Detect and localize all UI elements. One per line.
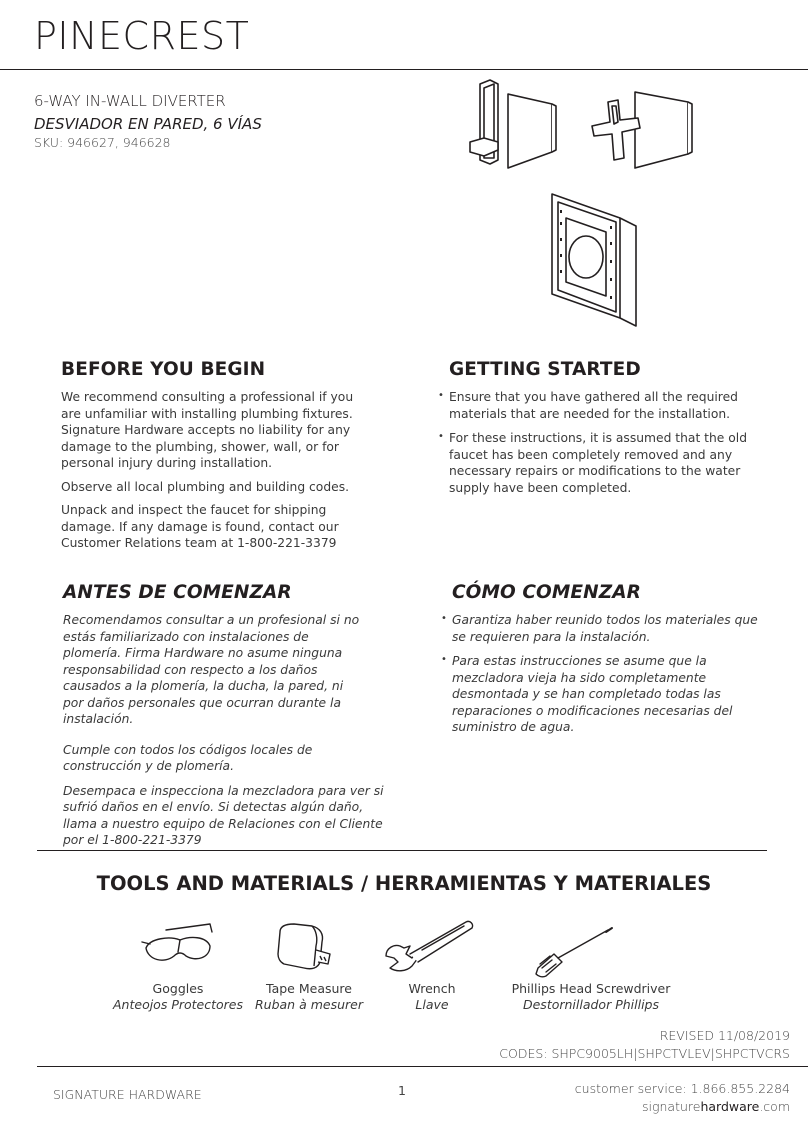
tool-label-es-screwdriver: Destornillador Phillips bbox=[522, 997, 659, 1012]
list-item: • For these instructions, it is assumed that the old faucet has been completely removed and any necessary repairs or modifications to the water supply have been completed. bbox=[436, 430, 772, 496]
antes-paragraph-3: Desempaca e inspecciona la mezcladora para ver si sufrió daños en el envío. Si detectas algún daño, llama a nuestro equipo de Relaciones con el Cliente por el 1-800-221-3379 bbox=[63, 783, 384, 847]
screwdriver-icon bbox=[532, 924, 616, 980]
goggles-icon bbox=[140, 918, 216, 968]
tool-label-tape-measure: Tape Measure bbox=[266, 981, 352, 996]
product-title-es: DESVIADOR EN PARED, 6 VÍAS bbox=[34, 115, 262, 133]
before-paragraph-2: Observe all local plumbing and building codes. bbox=[61, 479, 350, 494]
como-list bbox=[439, 612, 759, 744]
product-title: 6-WAY IN-WALL DIVERTER bbox=[34, 92, 226, 110]
tool-label-screwdriver: Phillips Head Screwdriver bbox=[511, 981, 671, 996]
antes-section bbox=[63, 612, 384, 849]
customer-service: customer service: 1.866.855.2284 bbox=[574, 1081, 790, 1096]
brand-title: PINECREST bbox=[34, 14, 250, 58]
footer-company: SIGNATURE HARDWARE bbox=[53, 1087, 202, 1102]
antes-heading: ANTES DE COMENZAR bbox=[63, 582, 292, 603]
tool-label-es-wrench: Llave bbox=[415, 997, 449, 1012]
getting-started-heading: GETTING STARTED bbox=[449, 359, 641, 380]
page-number: 1 bbox=[398, 1083, 406, 1098]
website-suffix: .com bbox=[759, 1099, 790, 1114]
list-item: • Garantiza haber reunido todos los materiales que se requieren para la instalación. bbox=[439, 612, 759, 645]
footer-divider bbox=[37, 1066, 808, 1067]
website-prefix: signature bbox=[642, 1099, 701, 1114]
handle-illustration bbox=[460, 76, 700, 176]
getting-started-list bbox=[436, 389, 772, 504]
list-item: • Para estas instrucciones se asume que la mezcladora vieja ha sido completamente desmontada y se han completado todas las reparaciones o modificaciones necesarias del suministro de agua. bbox=[439, 653, 759, 736]
website-link[interactable] bbox=[642, 1099, 790, 1114]
before-heading: BEFORE YOU BEGIN bbox=[61, 359, 266, 380]
wrench-icon bbox=[382, 918, 478, 976]
product-sku: SKU: 946627, 946628 bbox=[34, 135, 171, 150]
tape-measure-icon bbox=[272, 920, 332, 974]
como-heading: CÓMO COMENZAR bbox=[452, 582, 641, 603]
revised-date: REVISED 11/08/2019 bbox=[659, 1028, 790, 1043]
tool-label-goggles: Goggles bbox=[152, 981, 204, 996]
tool-label-es-tape-measure: Ruban à mesurer bbox=[254, 997, 363, 1012]
product-codes: CODES: SHPC9005LH|SHPCTVLEV|SHPCTVCRS bbox=[499, 1046, 790, 1061]
top-divider bbox=[0, 69, 808, 70]
tool-label-es-goggles: Anteojos Protectores bbox=[113, 997, 243, 1012]
before-section bbox=[61, 389, 373, 552]
section-divider bbox=[37, 850, 767, 851]
antes-paragraph-2: Cumple con todos los códigos locales de construcción y de plomería. bbox=[63, 742, 313, 773]
trim-plate-illustration bbox=[540, 190, 650, 330]
before-paragraph-1: We recommend consulting a professional if you are unfamiliar with installing plumbing fixtures. Signature Hardware accepts no liability for any damage to the plumbing, shower, wall, or for personal injury during installation. bbox=[61, 390, 354, 470]
before-paragraph-3: Unpack and inspect the faucet for shipping damage. If any damage is found, contact our Customer Relations team at 1-800-221-3379 bbox=[61, 503, 339, 550]
tools-heading: TOOLS AND MATERIALS / HERRAMIENTAS Y MATERIALES bbox=[96, 872, 712, 895]
tool-label-wrench: Wrench bbox=[408, 981, 456, 996]
website-bold: hardware bbox=[700, 1099, 760, 1114]
list-item: • Ensure that you have gathered all the required materials that are needed for the installation. bbox=[436, 389, 772, 422]
antes-paragraph-1: Recomendamos consultar a un profesional si no estás familiarizado con instalaciones de plomería. Firma Hardware no asume ninguna responsabilidad con respecto a los daños causados a la plomería, la ducha, la pared, ni por daños personales que ocurran durante la instalación. bbox=[63, 613, 360, 726]
